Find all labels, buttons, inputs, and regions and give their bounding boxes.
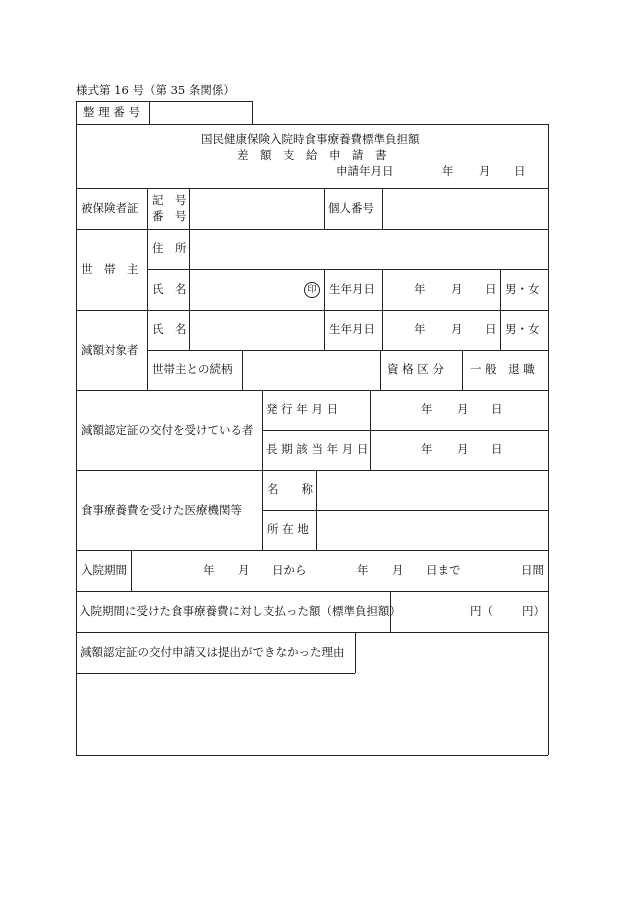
application-date-month: 月	[479, 164, 491, 178]
hospitalization-label: 入院期間	[81, 563, 127, 577]
hosp-from-day: 日から	[272, 563, 307, 577]
line	[382, 269, 383, 350]
target-sex[interactable]: 男・女	[505, 322, 540, 336]
issue-date-month: 月	[457, 402, 469, 416]
kigo-label: 記 号	[152, 193, 187, 207]
line	[76, 101, 77, 755]
line	[548, 124, 549, 755]
hosp-from-year: 年	[203, 563, 215, 577]
line	[76, 755, 548, 756]
seiri-bango-input[interactable]	[150, 102, 251, 123]
line	[76, 124, 548, 125]
line	[147, 188, 148, 390]
line	[324, 188, 325, 229]
institution-label: 食事療養費を受けた医療機関等	[81, 503, 242, 517]
householder-label: 世 帯 主	[81, 262, 139, 276]
line	[76, 632, 548, 633]
householder-address-input[interactable]	[190, 230, 547, 268]
hosp-to-month: 月	[392, 563, 404, 577]
line	[131, 550, 132, 591]
line	[76, 390, 548, 391]
line	[500, 269, 501, 350]
line	[252, 101, 253, 124]
long-term-date-label: 長 期 該 当 年 月 日	[266, 442, 369, 456]
target-birth-label: 生年月日	[329, 322, 375, 336]
institution-name-input[interactable]	[317, 471, 547, 509]
long-term-date-day: 日	[491, 442, 503, 456]
target-birth-month: 月	[451, 322, 463, 336]
seiri-bango-label: 整 理 番 号	[83, 105, 140, 119]
line	[76, 550, 548, 551]
line	[262, 390, 263, 550]
target-name-input[interactable]	[190, 311, 323, 349]
line	[355, 632, 356, 673]
insurance-card-label: 被保険者証	[81, 201, 139, 215]
kojin-bango-input[interactable]	[383, 189, 547, 228]
target-birth-year: 年	[414, 322, 426, 336]
certificate-label: 減額認定証の交付を受けている者	[81, 423, 254, 437]
hosp-to-day: 日まで	[426, 563, 461, 577]
institution-name-label: 名 称	[267, 482, 313, 496]
householder-birth-day: 日	[485, 282, 497, 296]
payment-yen-open: 円（	[470, 604, 493, 618]
relation-input[interactable]	[243, 351, 379, 389]
line	[262, 430, 548, 431]
long-term-date-month: 月	[457, 442, 469, 456]
payment-input[interactable]	[391, 592, 547, 631]
institution-location-label: 所 在 地	[267, 522, 309, 536]
form-title-line2: 差 額 支 給 申 請 書	[237, 148, 387, 162]
application-date-year: 年	[442, 164, 454, 178]
householder-birth-label: 生年月日	[329, 282, 375, 296]
issue-date-year: 年	[421, 402, 433, 416]
householder-sex[interactable]: 男・女	[505, 282, 540, 296]
long-term-date-year: 年	[421, 442, 433, 456]
target-label: 減額対象者	[81, 343, 139, 357]
householder-birth-year: 年	[414, 282, 426, 296]
issue-date-label: 発 行 年 月 日	[266, 402, 339, 416]
hosp-days: 日間	[521, 563, 544, 577]
householder-birth-month: 月	[451, 282, 463, 296]
householder-name-label: 氏 名	[152, 282, 187, 296]
line	[324, 269, 325, 350]
institution-location-input[interactable]	[317, 511, 547, 549]
reason-textarea[interactable]	[77, 674, 547, 754]
insurance-number-input[interactable]	[190, 189, 323, 228]
issue-date-day: 日	[491, 402, 503, 416]
shikaku-kubun-label: 資 格 区 分	[387, 362, 444, 376]
bango-label: 番 号	[152, 209, 187, 223]
reason-label: 減額認定証の交付申請又は提出ができなかった理由	[80, 645, 345, 659]
kojin-bango-label: 個人番号	[328, 201, 374, 215]
relation-label: 世帯主との続柄	[152, 362, 233, 376]
hosp-from-month: 月	[238, 563, 250, 577]
householder-address-label: 住 所	[152, 241, 187, 255]
line	[370, 390, 371, 470]
target-birth-day: 日	[485, 322, 497, 336]
line	[380, 350, 381, 390]
application-date-day: 日	[514, 164, 526, 178]
line	[462, 350, 463, 390]
shikaku-kubun-value[interactable]: 一 般 退 職	[470, 362, 535, 376]
householder-name-input[interactable]	[190, 270, 300, 309]
seal-icon: 印	[304, 282, 320, 298]
payment-label: 入院期間に受けた食事療養費に対し支払った額（標準負担額）	[79, 604, 401, 618]
application-date-label: 申請年月日	[336, 164, 394, 178]
form-title-line1: 国民健康保険入院時食事療養費標準負担額	[201, 132, 420, 146]
hosp-to-year: 年	[357, 563, 369, 577]
form-number: 様式第 16 号（第 35 条関係）	[76, 83, 235, 97]
payment-yen-close: 円）	[522, 604, 545, 618]
target-name-label: 氏 名	[152, 322, 187, 336]
